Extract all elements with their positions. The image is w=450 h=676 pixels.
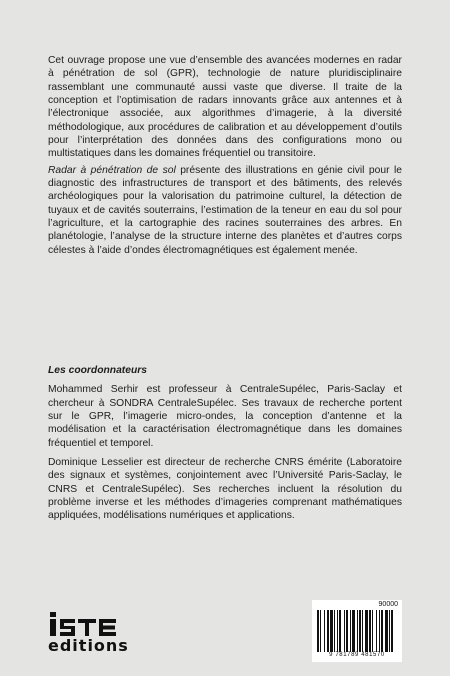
barcode-bar [365,610,368,652]
barcode-bar [350,610,351,652]
description-paragraph-2 [48,164,402,257]
barcode-bar [376,610,377,652]
publisher-logo [48,612,132,654]
author-bio-2: Dominique Lesselier est directeur de recherche CNRS émérite (Laboratoire des signaux et systèmes, conjointement avec l’Université Paris-Saclay, le CNRS et CentraleSupélec). Ses recherches incluent la résolution du problème inverse et les méthodes d’imageries comprenant mathématiques appliquées, modélisations numériques et applications. [48,457,402,522]
barcode-bar [385,610,388,652]
description-block [48,54,402,257]
barcode-bar [339,610,341,652]
book-title-reference: Radar à pénétration de sol [48,164,176,176]
barcode-bar [372,610,373,652]
isbn-barcode [312,600,402,662]
barcode-bar [334,610,335,652]
barcode-bar [352,610,355,652]
barcode-bar [324,610,325,652]
barcode-bar [359,610,361,652]
barcode-bar [362,610,363,652]
description-paragraph-2-text: présente des illustrations en génie civil pour le diagnostic des infrastructures de transport et des bâtiments, des relevés archéologiques pour la valorisation du patrimoine culturel, la détection de tuyaux et de cavités souterrains, l’estimation de la teneur en eau du sol pour l’agriculture, et la cartographie des racines souterraines des arbres. En planétologie, l’analyse de la structure interne des planètes et d’autres corps célestes à l’aide d’ondes électromagnétiques est également menée. [48,164,403,256]
author-bio-1: Mohammed Serhir est professeur à CentraleSupélec, Paris-Saclay et chercheur à SONDRA CentraleSupélec. Ses travaux de recherche portent sur le GPR, l’imagerie micro-ondes, la conception d’antenne et la modélisation et la caractérisation électromagnétique dans les domaines fréquentiel et temporel. [48,384,402,449]
barcode-bar [381,610,383,652]
barcode-bar [379,610,380,652]
barcode-bar [357,610,358,652]
price-code: 90000 [378,601,398,608]
coordinators-block [48,364,402,523]
barcode-bar [346,610,348,652]
barcode-bar [389,610,390,652]
publisher-logo-subtext: editions [48,636,129,655]
isbn-number: 9 781789 481570 [329,652,385,658]
coordinators-heading: Les coordonnateurs [48,365,147,376]
barcode-bar [327,610,329,652]
barcode-bar [369,610,371,652]
barcode-bar [320,610,321,652]
barcode-bars [316,610,398,652]
iste-logo-mark [48,612,132,638]
description-paragraph-1: Cet ouvrage propose une vue d’ensemble des avancées modernes en radar à pénétration de sol (GPR), technologie de nature pluridisciplinaire rassemblant une communauté aussi vaste que diverse. Il traite de la conception et l’optimisation de radars innovants grâce aux antennes et à l’électronique associée, aux algorithmes d’imagerie, à la diversité méthodologique, aux procédures de calibration et au développement d’outils pour l’interprétation des données dans des configurations mono ou multistatiques dans les domaines fréquentiel ou transitoire. [48,55,402,160]
barcode-bar [391,610,393,652]
barcode-bar [317,610,319,652]
barcode-bar [330,610,333,652]
barcode-bar [344,610,345,652]
barcode-bar [337,610,338,652]
